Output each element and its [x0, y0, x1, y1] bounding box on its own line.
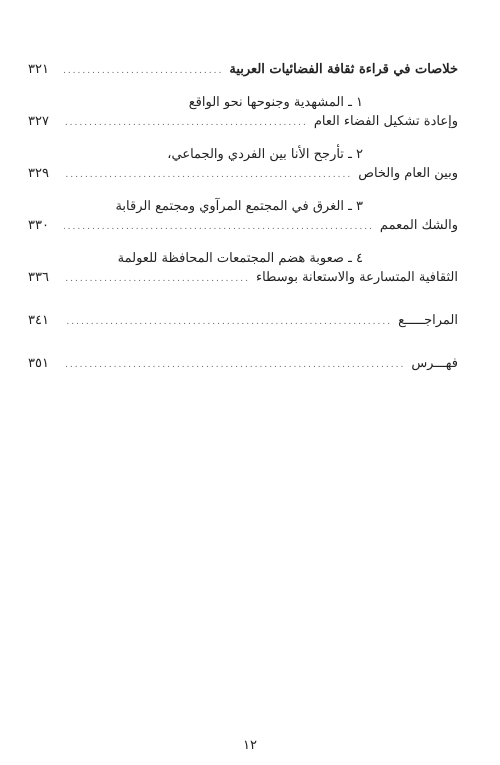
leader-dots: [64, 356, 405, 375]
toc-references-title: المراجـــــع: [398, 313, 458, 328]
toc-item-line1: ٢ ـ تأرجح الأنا بين الفردي والجماعي،: [167, 147, 363, 162]
toc-page-number: ٣٢٩: [28, 166, 49, 181]
toc-item: [28, 93, 458, 133]
toc-page-number: ٣٥١: [28, 356, 49, 371]
toc-item: [28, 145, 458, 185]
toc-page-number: ٣٣٠: [28, 218, 49, 233]
toc-index-entry: [28, 354, 458, 375]
toc-index-title: فهـــرس: [411, 356, 458, 371]
toc-section-title: خلاصات في قراءة ثقافة الفضائيات العربية: [229, 62, 458, 77]
toc-item-line1: ١ ـ المشهدية وجنوحها نحو الواقع: [188, 95, 363, 110]
toc-item: [28, 249, 458, 289]
leader-dots: [64, 313, 392, 332]
leader-dots: [64, 62, 223, 81]
page-number: ١٢: [243, 738, 257, 753]
table-of-contents: [28, 60, 458, 375]
toc-references-entry: [28, 311, 458, 332]
leader-dots: [64, 166, 352, 185]
leader-dots: [64, 218, 374, 237]
toc-page-number: ٣٤١: [28, 313, 49, 328]
toc-item: [28, 197, 458, 237]
toc-item-line2: والشك المعمم: [379, 218, 458, 233]
toc-item-line2: وإعادة تشكيل الفضاء العام: [313, 114, 458, 129]
toc-page-number: ٣٣٦: [28, 270, 49, 285]
toc-item-line2: الثقافية المتسارعة والاستعانة بوسطاء: [255, 270, 458, 285]
toc-page-number: ٣٢٧: [28, 114, 49, 129]
toc-section-entry: [28, 60, 458, 81]
toc-page-number: ٣٢١: [28, 62, 49, 77]
toc-item-line1: ٣ ـ الغرق في المجتمع المرآوي ومجتمع الرقابة: [115, 199, 363, 214]
leader-dots: [64, 114, 308, 133]
toc-item-line2: وبين العام والخاص: [358, 166, 458, 181]
toc-item-line1: ٤ ـ صعوبة هضم المجتمعات المحافظة للعولمة: [117, 251, 363, 266]
leader-dots: [64, 270, 250, 289]
